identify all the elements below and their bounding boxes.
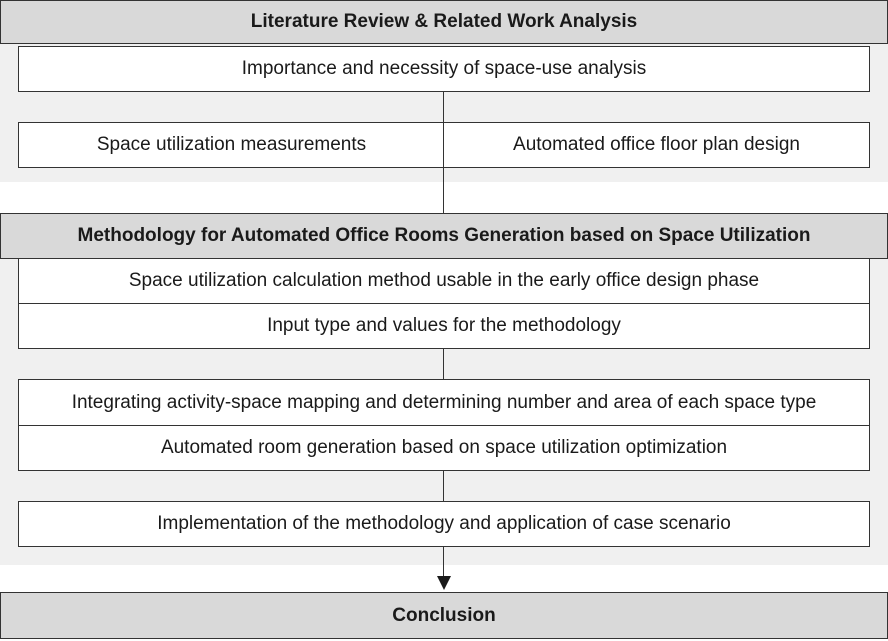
connector-line <box>443 349 444 379</box>
room-generation-box: Automated room generation based on space utilization optimization <box>18 425 870 471</box>
activity-space-mapping-box: Integrating activity-space mapping and determining number and area of each space type <box>18 379 870 426</box>
space-use-analysis-box: Importance and necessity of space-use analysis <box>18 46 870 92</box>
input-type-box: Input type and values for the methodology <box>18 303 870 349</box>
implementation-box: Implementation of the methodology and application of case scenario <box>18 501 870 547</box>
connector-line <box>443 471 444 501</box>
automated-floor-plan-box: Automated office floor plan design <box>443 122 870 168</box>
arrow-down-icon <box>435 574 453 592</box>
connector-line <box>443 168 444 213</box>
connector-line <box>443 547 444 577</box>
conclusion-header: Conclusion <box>0 592 888 639</box>
literature-review-header: Literature Review & Related Work Analysis <box>0 0 888 44</box>
calculation-method-box: Space utilization calculation method usable in the early office design phase <box>18 258 870 304</box>
connector-line <box>443 92 444 122</box>
space-utilization-measurements-box: Space utilization measurements <box>18 122 445 168</box>
methodology-header: Methodology for Automated Office Rooms Generation based on Space Utilization <box>0 213 888 259</box>
